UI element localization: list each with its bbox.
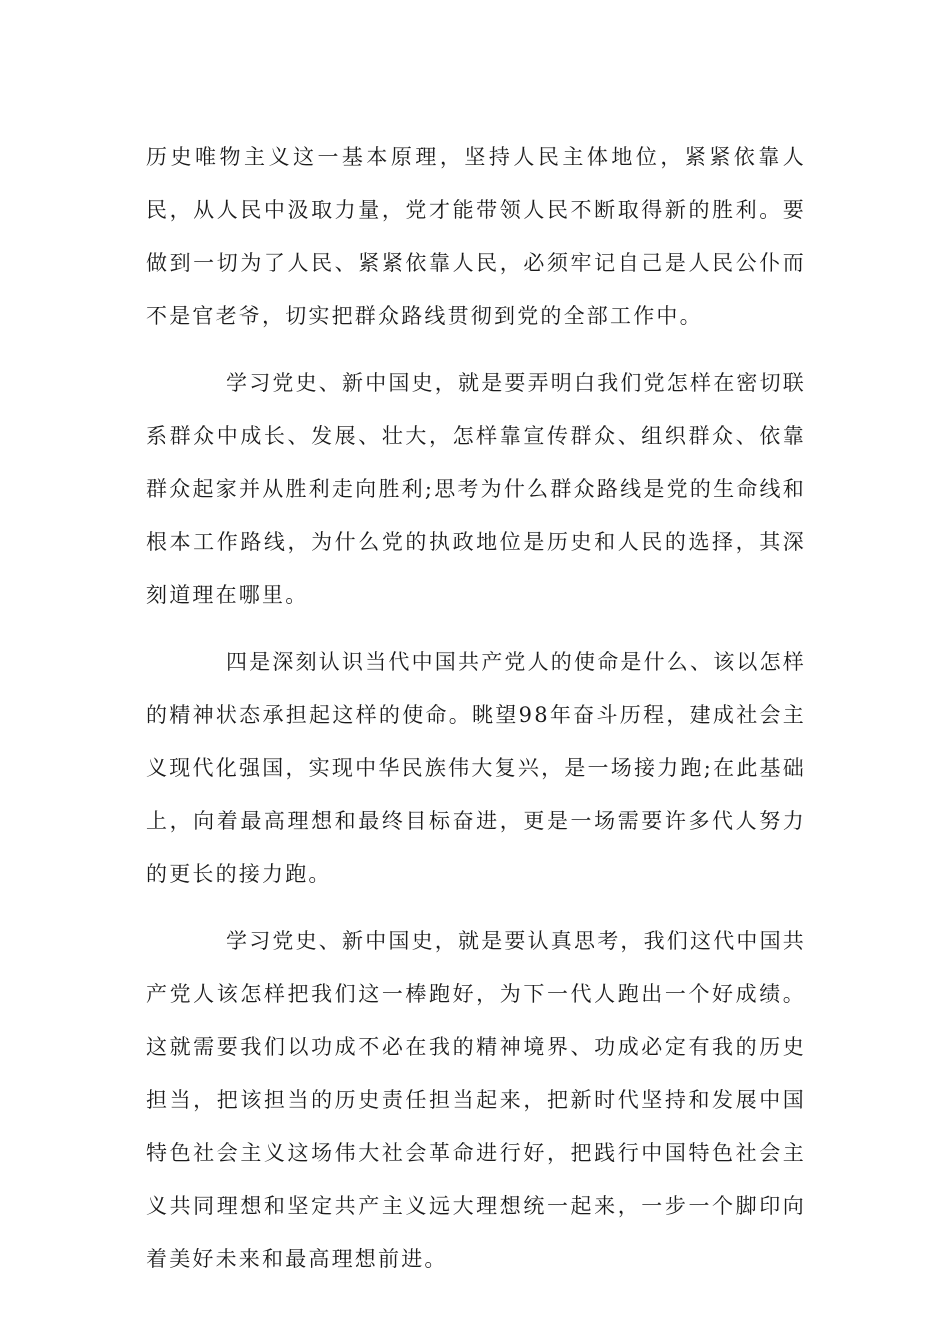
- paragraph-2: 学习党史、新中国史，就是要弄明白我们党怎样在密切联系群众中成长、发展、壮大，怎样靠宣传群众、组织群众、依靠群众起家并从胜利走向胜利;思考为什么群众路线是党的生命线和根本工作路线，为什么党的执政地位是历史和人民的选择，其深刻道理在哪里。: [146, 371, 806, 607]
- paragraph-3: 四是深刻认识当代中国共产党人的使命是什么、该以怎样的精神状态承担起这样的使命。眺望98年奋斗历程，建成社会主义现代化强国，实现中华民族伟大复兴，是一场接力跑;在此基础上，向着最高理想和最终目标奋进，更是一场需要许多代人努力的更长的接力跑。: [146, 650, 806, 886]
- paragraph-1: 历史唯物主义这一基本原理，坚持人民主体地位，紧紧依靠人民，从人民中汲取力量，党才能带领人民不断取得新的胜利。要做到一切为了人民、紧紧依靠人民，必须牢记自己是人民公仆而不是官老爷，切实把群众路线贯彻到党的全部工作中。: [146, 145, 806, 328]
- document-body: [146, 131, 806, 1286]
- paragraph-4: 学习党史、新中国史，就是要认真思考，我们这代中国共产党人该怎样把我们这一棒跑好，为下一代人跑出一个好成绩。这就需要我们以功成不必在我的精神境界、功成必定有我的历史担当，把该担当的历史责任担当起来，把新时代坚持和发展中国特色社会主义这场伟大社会革命进行好，把践行中国特色社会主义共同理想和坚定共产主义远大理想统一起来，一步一个脚印向着美好未来和最高理想前进。: [146, 929, 806, 1271]
